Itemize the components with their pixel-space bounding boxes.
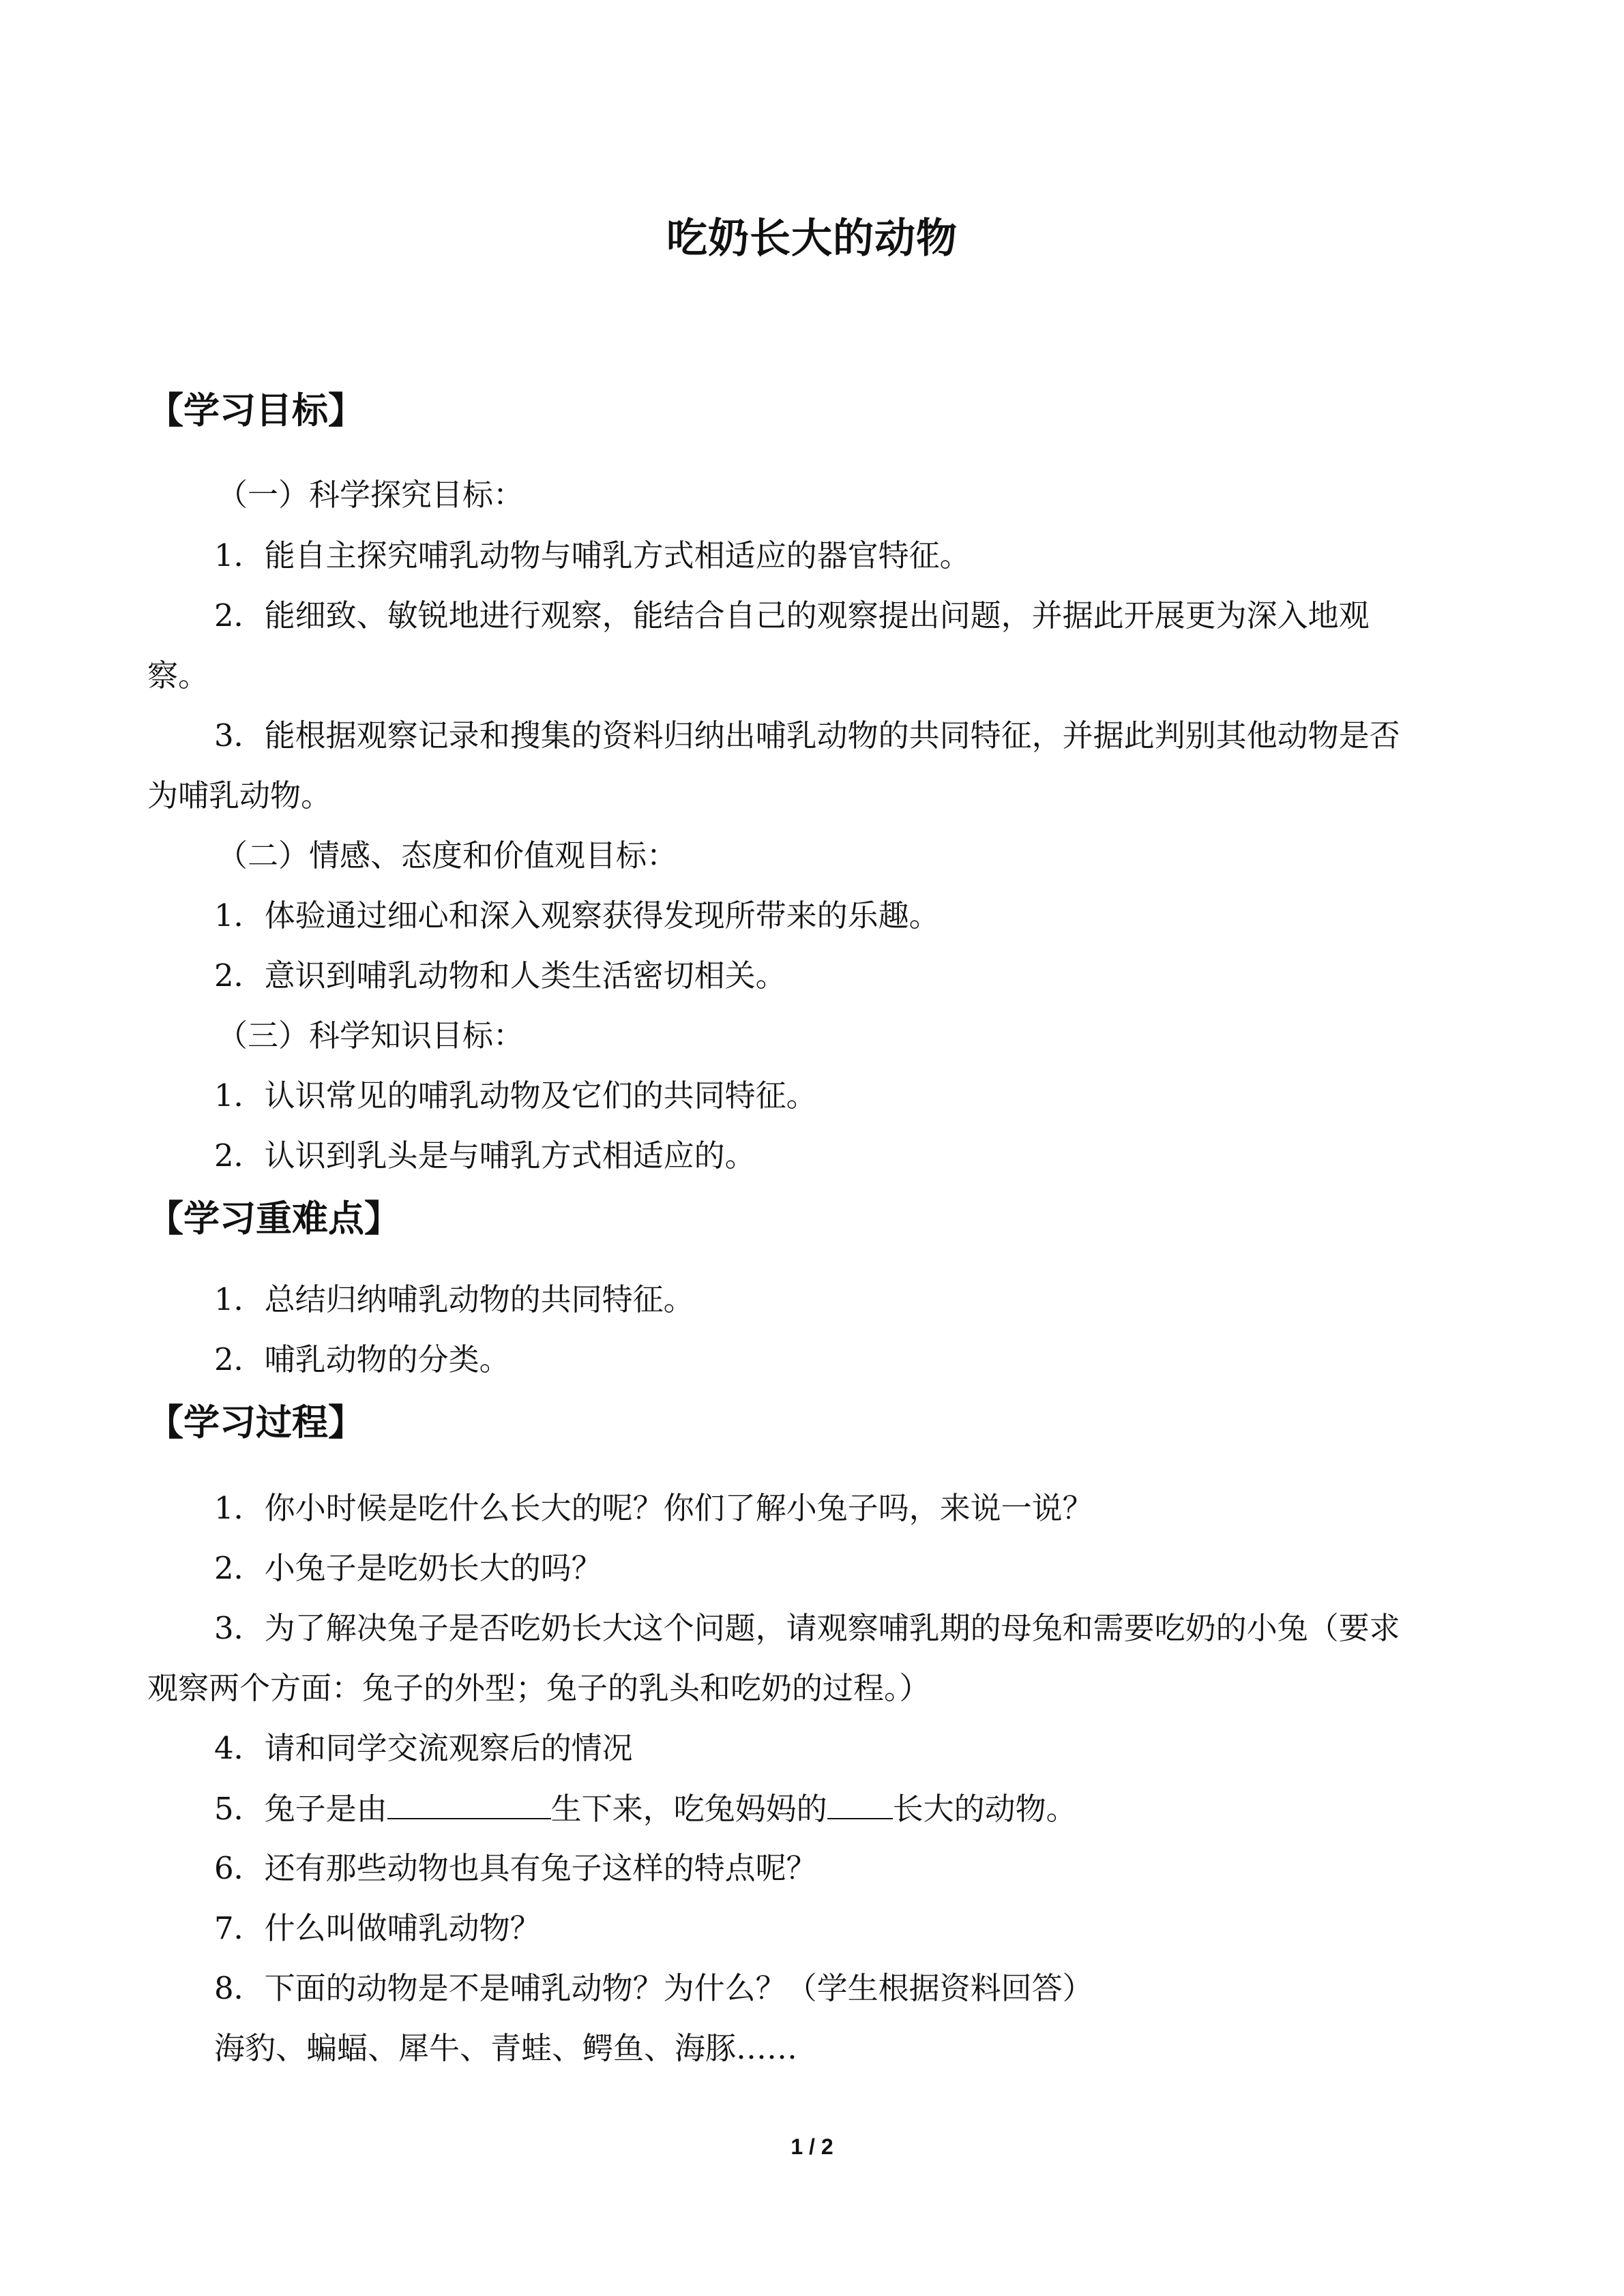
goal-item: 2．认识到乳头是与哺乳方式相适应的。	[214, 1137, 756, 1174]
goal-item-continued: 察。	[147, 657, 209, 694]
process-question-continued: 观察两个方面：兔子的外型；兔子的乳头和吃奶的过程。）	[147, 1670, 930, 1706]
subheading-knowledge-goals: （三）科学知识目标：	[217, 1017, 525, 1054]
section-heading-process: 【学习过程】	[147, 1402, 364, 1444]
key-point-item: 1．总结归纳哺乳动物的共同特征。	[214, 1281, 694, 1317]
fill-in-question	[214, 1788, 1077, 1830]
animal-list: 海豹、蝙蝠、犀牛、青蛙、鳄鱼、海豚……	[214, 2030, 798, 2066]
goal-item-continued: 为哺乳动物。	[147, 777, 332, 814]
goal-item: 3．能根据观察记录和搜集的资料归纳出哺乳动物的共同特征，并据此判别其他动物是否	[214, 717, 1400, 754]
document-title: 吃奶长大的动物	[666, 215, 958, 263]
goal-item: 2．能细致、敏锐地进行观察，能结合自己的观察提出问题，并据此开展更为深入地观	[214, 597, 1370, 633]
goal-item: 1．能自主探究哺乳动物与哺乳方式相适应的器官特征。	[214, 537, 971, 573]
process-question: 6．还有那些动物也具有兔子这样的特点呢？	[214, 1850, 817, 1886]
process-question: 1．你小时候是吃什么长大的呢？你们了解小兔子吗，来说一说？	[214, 1490, 1093, 1526]
page-number: 1 / 2	[791, 2134, 833, 2159]
fill-in-text: 生下来，吃兔妈妈的	[550, 1791, 827, 1827]
answer-blank-food[interactable]	[827, 1788, 893, 1819]
section-heading-key-points: 【学习重难点】	[147, 1198, 400, 1240]
goal-item: 1．认识常见的哺乳动物及它们的共同特征。	[214, 1077, 817, 1114]
key-point-item: 2．哺乳动物的分类。	[214, 1341, 510, 1377]
process-question: 4．请和同学交流观察后的情况	[214, 1730, 633, 1766]
subheading-inquiry-goals: （一）科学探究目标：	[217, 477, 525, 513]
fill-in-text: 长大的动物。	[892, 1791, 1077, 1827]
answer-blank-birth[interactable]	[387, 1788, 551, 1819]
process-question: 2．小兔子是吃奶长大的吗？	[214, 1550, 602, 1586]
process-question: 7．什么叫做哺乳动物？	[214, 1910, 541, 1946]
process-question: 8．下面的动物是不是哺乳动物？为什么？（学生根据资料回答）	[214, 1970, 1093, 2006]
process-question: 3．为了解决兔子是否吃奶长大这个问题，请观察哺乳期的母兔和需要吃奶的小兔（要求	[214, 1610, 1400, 1646]
section-heading-goals: 【学习目标】	[147, 390, 364, 432]
fill-in-text: 5．兔子是由	[214, 1791, 387, 1827]
subheading-attitude-goals: （二）情感、态度和价值观目标：	[217, 837, 678, 874]
goal-item: 2．意识到哺乳动物和人类生活密切相关。	[214, 957, 786, 994]
goal-item: 1．体验通过细心和深入观察获得发现所带来的乐趣。	[214, 897, 940, 934]
